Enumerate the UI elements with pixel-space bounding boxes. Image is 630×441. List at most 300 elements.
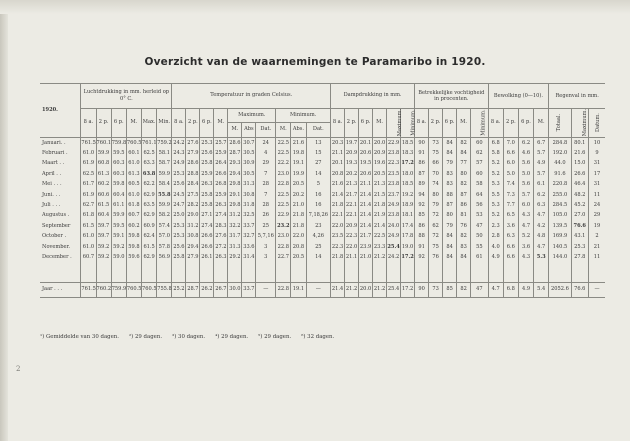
table-row [40,180,605,190]
value-cell: 24.9 [172,159,186,169]
value-cell: 59.8 [111,180,126,190]
value-cell: 24.2 [387,252,401,262]
value-cell: 20.9 [345,221,359,231]
value-cell: 6.3 [503,232,518,242]
value-cell: 139.5 [549,221,571,231]
value-cell: 61.5 [142,242,157,252]
value-cell: 82 [457,180,471,190]
value-cell: 77 [457,159,471,169]
value-cell: 86 [415,221,429,231]
total-row [40,282,605,297]
value-cell: 5.6 [518,180,533,190]
value-cell: 4.7 [488,282,503,297]
value-cell: 19 [593,222,601,229]
spacer-cell [401,263,415,283]
value-cell: 83 [443,180,457,190]
spacer-cell [457,263,471,283]
value-cell: 19.0 [401,242,415,252]
value-cell: 57 [471,159,489,169]
col-header: 8 a. [415,109,429,138]
table-row [40,232,605,242]
value-cell: 60.7 [126,211,141,221]
value-cell: 23.5 [387,169,401,179]
value-cell: 21.9 [373,211,387,221]
value-cell: 60.6 [96,190,111,200]
spacer-cell [242,263,256,283]
value-cell: 24.5 [172,190,186,200]
value-cell: 22.0 [331,221,345,231]
value-cell: 26 [256,211,276,221]
value-cell: 21.8 [291,221,306,231]
value-cell: 20.1 [331,159,345,169]
value-cell: 22.0 [291,232,306,242]
col-header: 6 p. [200,109,214,138]
col-header: M. [373,109,387,138]
value-cell: 60 [471,138,489,149]
month-cell: Augustus . [40,211,81,221]
value-cell: 61.8 [126,200,141,210]
value-cell: 17.2 [401,252,415,262]
value-cell: 23 [306,221,331,231]
value-cell: 6.8 [488,138,503,149]
value-cell: 22.3 [331,242,345,252]
value-cell: 60.1 [126,148,141,158]
value-cell: 29 [593,212,601,219]
table-body [40,138,605,298]
spacer-cell [429,263,443,283]
value-cell: 21.4 [331,190,345,200]
value-cell: 64 [471,190,489,200]
value-cell: 29.0 [186,211,200,221]
value-cell: 29.4 [228,169,242,179]
spacer-cell [571,263,589,283]
value-cell: 25.4 [387,282,401,297]
value-cell: 30.8 [242,190,256,200]
value-cell: 57.0 [157,232,172,242]
value-cell: 73 [429,138,443,149]
value-cell: 59.8 [126,242,141,252]
value-cell: 5.3 [488,180,503,190]
value-cell: 31 [593,160,601,167]
value-cell: 5.2 [488,159,503,169]
value-cell: 57.4 [157,221,172,231]
value-cell: 82 [457,232,471,242]
value-cell: 63.8 [142,169,157,179]
page-mark: 2 [16,365,21,373]
value-cell: 21.8 [331,200,345,210]
spacer-cell [415,263,429,283]
value-cell: 6.0 [503,159,518,169]
value-cell: 31.3 [228,242,242,252]
value-cell: 19.6 [373,159,387,169]
value-cell: 60.2 [126,221,141,231]
month-cell: Januari. . [40,138,81,149]
value-cell: 87 [415,169,429,179]
value-cell: 24.9 [387,200,401,210]
value-cell: 29.3 [228,159,242,169]
value-cell: 17 [593,170,601,177]
footnotes [40,334,600,340]
value-cell: 61.5 [96,200,111,210]
value-cell: 22.8 [276,242,291,252]
value-cell: 62 [429,221,443,231]
value-cell: 59.1 [111,232,126,242]
value-cell: 27.1 [200,211,214,221]
value-cell: 220.8 [549,180,571,190]
value-cell: 105.0 [549,211,571,221]
value-cell: 24.3 [172,148,186,158]
value-cell: 11 [593,253,601,260]
col-header: 8 a. [331,109,345,138]
value-cell: 21.1 [359,180,373,190]
value-cell: 14 [306,169,331,179]
value-cell: 23.8 [387,211,401,221]
value-cell: 84 [443,232,457,242]
value-cell: 4 [256,148,276,158]
value-cell: 3.6 [503,221,518,231]
value-cell: 760.5 [126,138,141,149]
value-cell: 31 [593,181,601,188]
value-cell: 88 [415,232,429,242]
value-cell: 21.2 [345,282,359,297]
value-cell: 61.9 [81,190,96,200]
spacer-cell [471,263,489,283]
value-cell: 21.8 [373,200,387,210]
value-cell: 90 [415,138,429,149]
value-cell: 25.6 [172,242,186,252]
value-cell: 63.3 [142,159,157,169]
value-cell: 23.8 [387,180,401,190]
col-header: Abs. [291,123,306,138]
value-cell: 25.7 [214,138,228,149]
value-cell: 22.5 [373,232,387,242]
spacer-row [40,263,605,283]
value-cell: 21.7 [345,190,359,200]
col-header: 8 a. [172,109,186,138]
value-cell: 761.5 [81,282,96,297]
spacer-cell [186,263,200,283]
value-cell: 25.3 [200,138,214,149]
value-cell: 80.1 [571,138,589,149]
value-cell: 61.0 [81,242,96,252]
value-cell: 19.1 [291,159,306,169]
spacer-cell [373,263,387,283]
col-header: M. [228,123,242,138]
value-cell: 26.1 [200,252,214,262]
value-cell: 22.8 [276,282,291,297]
col-header: M. [126,109,141,138]
value-cell: 20.6 [359,169,373,179]
value-cell: 24 [256,138,276,149]
value-cell: 28 [256,200,276,210]
value-cell: 33.7 [242,282,256,297]
spacer-cell [345,263,359,283]
value-cell: 5,7,16 [256,232,276,242]
col-header: Abs [242,123,256,138]
col-header: M. [457,109,471,138]
spacer-cell [589,263,606,283]
value-cell: 61.5 [81,221,96,231]
value-cell: 60.3 [111,169,126,179]
value-cell: 24.7 [172,200,186,210]
value-cell: 22.0 [345,242,359,252]
value-cell: 32.2 [228,221,242,231]
value-cell: 58.1 [157,148,172,158]
value-cell: 59.9 [157,200,172,210]
col-header: 6 p. [359,109,373,138]
value-cell: 57.8 [157,242,172,252]
value-cell: 62.9 [142,252,157,262]
month-cell: Maart . . [40,159,81,169]
value-cell: 61.8 [81,211,96,221]
value-cell: 4.8 [534,232,549,242]
value-cell: 85 [443,282,457,297]
value-cell: 26.4 [214,159,228,169]
value-cell: 28.2 [186,200,200,210]
value-cell: 50 [471,232,489,242]
value-cell: 759.9 [111,282,126,297]
value-cell: 91 [415,242,429,252]
value-cell: 21.4 [373,221,387,231]
value-cell: 4.7 [534,211,549,221]
value-cell: — [256,282,276,297]
value-cell: 55 [471,242,489,252]
value-cell: 80 [429,190,443,200]
value-cell: 4.9 [534,159,549,169]
month-cell: September [40,221,81,231]
value-cell: 26.6 [214,169,228,179]
rain-group-header: Regenval in mm. [549,84,605,109]
value-cell: 29 [256,159,276,169]
value-cell: 84 [443,148,457,158]
spacer-cell [81,263,96,283]
value-cell: 5.7 [518,190,533,200]
spacer-cell [534,263,549,283]
value-cell: 79 [443,221,457,231]
value-cell: 55.8 [157,190,172,200]
value-cell: 75 [429,148,443,158]
value-cell: 7,18,26 [306,211,331,221]
value-cell: 4.0 [488,242,503,252]
value-cell: 26.7 [214,282,228,297]
value-cell: 4.3 [518,211,533,221]
value-cell: 66 [429,159,443,169]
value-cell: 29.1 [228,190,242,200]
value-cell: 26.3 [200,180,214,190]
value-cell: 6.6 [503,148,518,158]
value-cell: 60.4 [111,190,126,200]
value-cell: 3 [256,242,276,252]
value-cell: 27.6 [186,138,200,149]
value-cell: 79 [429,200,443,210]
value-cell: 91.6 [549,169,571,179]
col-header: 6 p. [443,109,457,138]
value-cell: 20.0 [359,282,373,297]
value-cell: 30.0 [228,282,242,297]
cloud-group-header: Bewolking (0—10). [488,84,549,109]
value-cell: 3 [256,252,276,262]
table-row [40,200,605,210]
footnote: ³) 30 dagen. [172,334,206,340]
value-cell: 6.8 [503,282,518,297]
pressure-group-header: Luchtdrukking in mm. herleid op 0° C. [81,84,172,109]
value-cell: 3.6 [518,242,533,252]
value-cell: 24.0 [387,221,401,231]
value-cell: 59.9 [111,211,126,221]
value-cell: 21.2 [373,252,387,262]
value-cell: 28 [256,180,276,190]
col-header: M. [534,109,549,138]
value-cell: 46.4 [571,180,589,190]
month-cell: April . . [40,169,81,179]
value-cell: 59.9 [157,169,172,179]
value-cell: 75 [429,242,443,252]
value-cell: 5.5 [488,190,503,200]
value-cell: 4,26 [306,232,331,242]
month-cell: Februari . [40,148,81,158]
value-cell: 31.2 [186,221,200,231]
value-cell: 25.9 [200,169,214,179]
value-cell: 18.5 [401,138,415,149]
value-cell: 28.7 [228,148,242,158]
col-header: M. [276,123,291,138]
value-cell: 47 [471,221,489,231]
value-cell: 92 [415,252,429,262]
value-cell: 76.6 [571,282,589,297]
value-cell: 62.7 [81,200,96,210]
value-cell: 21.6 [331,180,345,190]
value-cell: 28.4 [186,180,200,190]
value-cell: 22.5 [276,190,291,200]
value-cell: 760.1 [96,138,111,149]
value-cell: 60.7 [81,252,96,262]
value-cell: 31.7 [228,232,242,242]
col-header: 2 p. [186,109,200,138]
value-cell: 85 [415,211,429,221]
value-cell: 74 [429,180,443,190]
col-header: Dat. [256,123,276,138]
value-cell: 2 [595,233,599,240]
value-cell: 26.3 [214,252,228,262]
value-cell: 2.3 [488,221,503,231]
footnote: ⁶) 32 dagen. [301,334,335,340]
table-row [40,148,605,158]
value-cell: 20.9 [373,148,387,158]
value-cell: 62.5 [142,148,157,158]
value-cell: 72 [429,232,443,242]
value-cell: 80 [457,169,471,179]
value-cell: 21.6 [291,138,306,149]
col-header: Max. [142,109,157,138]
value-cell: 21.4 [331,282,345,297]
value-cell: 31.2 [228,211,242,221]
value-cell: 61.0 [81,232,96,242]
value-cell: 61.3 [96,169,111,179]
value-cell: 58.7 [157,159,172,169]
value-cell: 23.3 [373,242,387,252]
table-title: Overzicht van de waarnemingen te Paramaribo in 1920. [144,56,486,68]
value-cell: 48.2 [571,190,589,200]
value-cell: 59.2 [111,242,126,252]
value-cell: 760.2 [96,282,111,297]
value-cell: 21.7 [359,232,373,242]
value-cell: 61.1 [111,200,126,210]
value-cell: 20.1 [359,138,373,149]
value-cell: 6.0 [518,200,533,210]
footnote: ⁵) 29 dagen. [258,334,292,340]
value-cell: 20.3 [331,138,345,149]
value-cell: 28.3 [214,221,228,231]
value-cell: 56 [471,200,489,210]
value-cell: 19.7 [345,138,359,149]
month-cell: October . [40,232,81,242]
table-row [40,221,605,231]
value-cell: 22.5 [276,200,291,210]
value-cell: 20.6 [359,148,373,158]
value-cell: 5.0 [503,169,518,179]
spacer-cell [549,263,571,283]
value-cell: 25.8 [200,159,214,169]
value-cell: 22.3 [387,159,401,169]
col-header: Min. [157,109,172,138]
value-cell: 5.6 [518,159,533,169]
value-cell: 7.3 [503,190,518,200]
value-cell: 22.1 [331,211,345,221]
value-cell: 81 [457,211,471,221]
value-cell: 21.6 [571,148,589,158]
value-cell: 6.5 [503,211,518,221]
observations-table [40,83,605,298]
value-cell: 140.5 [549,242,571,252]
value-cell: 27.9 [186,252,200,262]
value-cell: 23.7 [387,190,401,200]
value-cell: 19.2 [401,190,415,200]
value-cell: 29.8 [228,200,242,210]
value-cell: 5.7 [534,148,549,158]
value-cell: 4.3 [518,252,533,262]
value-cell: 6.2 [534,190,549,200]
value-cell: 87 [443,200,457,210]
col-header-vertical: Minimum. [401,109,415,138]
value-cell: 16 [306,200,331,210]
value-cell: 22.8 [276,180,291,190]
value-cell: 45.2 [571,200,589,210]
value-cell: 2.8 [488,232,503,242]
table-row [40,242,605,252]
value-cell: 30.8 [186,232,200,242]
spacer-cell [503,263,518,283]
value-cell: 21.5 [373,190,387,200]
page-top-edge [0,0,630,14]
month-cell: November. [40,242,81,252]
value-cell: 16 [306,190,331,200]
value-cell: 6.3 [534,200,549,210]
value-cell: 60.9 [142,221,157,231]
value-cell: 59.5 [111,148,126,158]
value-cell: 24.2 [172,138,186,149]
spacer-cell [228,263,242,283]
value-cell: — [306,282,331,297]
spacer-cell [126,263,141,283]
value-cell: 28.8 [186,169,200,179]
value-cell: 61.0 [81,148,96,158]
value-cell: 47 [471,282,489,297]
value-cell: 30.5 [242,148,256,158]
spacer-cell [359,263,373,283]
value-cell: 86 [415,159,429,169]
value-cell: 27.4 [200,221,214,231]
value-cell: 27 [306,159,331,169]
